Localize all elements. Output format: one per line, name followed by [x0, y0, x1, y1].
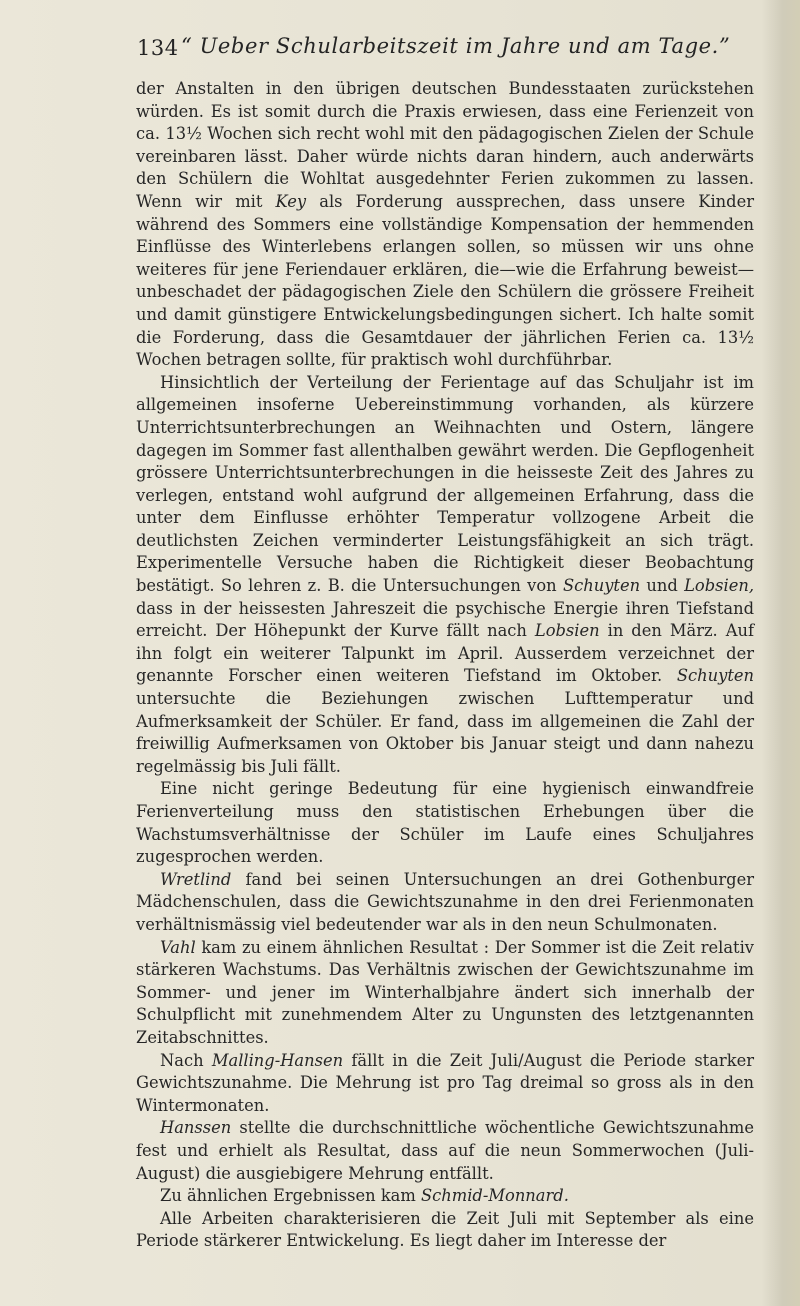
paragraph-p9	[136, 1208, 754, 1253]
paragraph-p8	[136, 1185, 754, 1208]
text-run: fand bei seinen Untersuchungen an drei Gothenburger Mädchenschulen, dass die Gewichtszunahme in den drei Ferienmonaten verhältnismässig viel bedeutender war als in den neun Schulmonaten.	[136, 869, 754, 934]
body-text	[136, 78, 754, 1253]
italic-name: Hanssen	[160, 1118, 232, 1138]
text-run: kam zu einem ähnlichen Resultat : Der Sommer ist die Zeit relativ stärkeren Wachstums. Das Verhältnis zwischen der Gewichtszunahme im Sommer- und jener im Winterhalbjahre ändert sich innerhalb der Schulpflicht mit zunehmendem Alter zu Ungunsten des letztgenannten Zeitabschnittes.	[136, 937, 754, 1047]
text-run: stellte die durchschnittliche wöchentliche Gewichtszunahme fest und erhielt als Resultat, dass auf die neun Sommerwochen (Juli-August) die ausgiebigere Mehrung entfällt.	[136, 1118, 754, 1183]
text-run: und	[640, 576, 685, 596]
paragraph-p1	[136, 78, 754, 372]
italic-name: Schmid-Monnard.	[421, 1186, 569, 1206]
page-edge-shadow	[762, 0, 800, 1306]
paragraph-p6	[136, 1050, 754, 1118]
paragraph-p4	[136, 869, 754, 937]
text-run: in den März. Auf ihn folgt ein weiterer Talpunkt im April. Ausserdem verzeichnet der genannte Forscher einen weiteren Tiefstand im Oktober.	[136, 621, 754, 686]
paragraph-p7	[136, 1117, 754, 1185]
text-run: Zu ähnlichen Ergebnissen kam	[160, 1186, 422, 1206]
running-title: “ Ueber Schularbeitszeit im Jahre und am Tage.”	[181, 34, 731, 58]
page-number: 134	[137, 36, 179, 60]
text-run: fällt in die Zeit Juli/August die Periode starker Gewichtszunahme. Die Mehrung ist pro Tag dreimal so gross als in den Wintermonaten.	[136, 1050, 755, 1115]
italic-name: Schuyten	[676, 666, 754, 686]
text-run: Alle Arbeiten charakterisieren die Zeit Juli mit September als eine Periode stärkerer Entwickelung. Es liegt daher im Interesse der	[136, 1208, 754, 1251]
paragraph-p2	[136, 372, 754, 779]
text-run: Nach	[160, 1050, 212, 1070]
text-run: der Anstalten in den übrigen deutschen Bundesstaaten zurückstehen würden. Es ist somit durch die Praxis erwiesen, dass eine Ferienzeit von ca. 13½ Wochen sich recht wohl mit den pädagogischen Zielen der Schule vereinbaren lässt. Daher würde nichts daran hindern, auch anderwärts den Schülern die Wohltat ausgedehnter Ferien zukommen zu lassen. Wenn wir mit	[136, 79, 754, 211]
text-run: Eine nicht geringe Bedeutung für eine hygienisch einwandfreie Ferienverteilung muss den statistischen Erhebungen über die Wachstumsverhältnisse der Schüler im Laufe eines Schuljahres zugesprochen werden.	[136, 779, 754, 867]
text-run: untersuchte die Beziehungen zwischen Lufttemperatur und Aufmerksamkeit der Schüler. Er fand, dass im allgemeinen die Zahl der freiwillig Aufmerksamen von Oktober bis Januar steigt und dann nahezu regelmässig bis Juli fällt.	[136, 689, 754, 776]
paragraph-p3	[136, 778, 754, 868]
italic-name: Schuyten	[562, 576, 641, 596]
italic-name: Vahl	[160, 937, 196, 957]
italic-name: Wretlind	[160, 869, 232, 889]
text-run: als Forderung aussprechen, dass unsere Kinder während des Sommers eine vollständige Kompensation der hemmenden Einflüsse des Winterlebens erlangen sollen, so müssen wir uns ohne weiteres für jene Feriendauer erklären, die—wie die Erfahrung beweist—unbeschadet der pädagogischen Ziele den Schülern die grössere Freiheit und damit günstigere Entwickelungsbedingungen sichert. Ich halte somit die Forderung, dass die Gesamtdauer der jährlichen Ferien ca. 13½ Wochen betragen sollte, für praktisch wohl durchführbar.	[136, 191, 754, 370]
italic-name: Lobsien	[534, 621, 600, 641]
italic-name: Lobsien,	[684, 576, 754, 596]
text-run: Hinsichtlich der Verteilung der Ferientage auf das Schuljahr ist im allgemeinen insoferne Uebereinstimmung vorhanden, als kürzere Unterrichtsunterbrechungen an Weihnachten und Ostern, längere dagegen im Sommer fast allenthalben gewährt werden. Die Gepflogenheit grössere Unterrichtsunterbrechungen in die heisseste Zeit des Jahres zu verlegen, entstand wohl aufgrund der allgemeinen Erfahrung, dass die unter dem Einflusse erhöhter Temperatur vollzogene Arbeit die deutlichsten Zeichen verminderter Leistungsfähigkeit an sich trägt. Experimentelle Versuche haben die Richtigkeit dieser Beobachtung bestätigt. So lehren z. B. die Untersuchungen von	[136, 372, 754, 596]
page-header	[137, 34, 777, 70]
text-run: dass in der heissesten Jahreszeit die psychische Energie ihren Tiefstand erreicht. Der Höhepunkt der Kurve fällt nach	[136, 598, 754, 641]
italic-name: Key	[275, 191, 307, 211]
paragraph-p5	[136, 937, 754, 1050]
italic-name: Malling-Hansen	[211, 1050, 344, 1070]
